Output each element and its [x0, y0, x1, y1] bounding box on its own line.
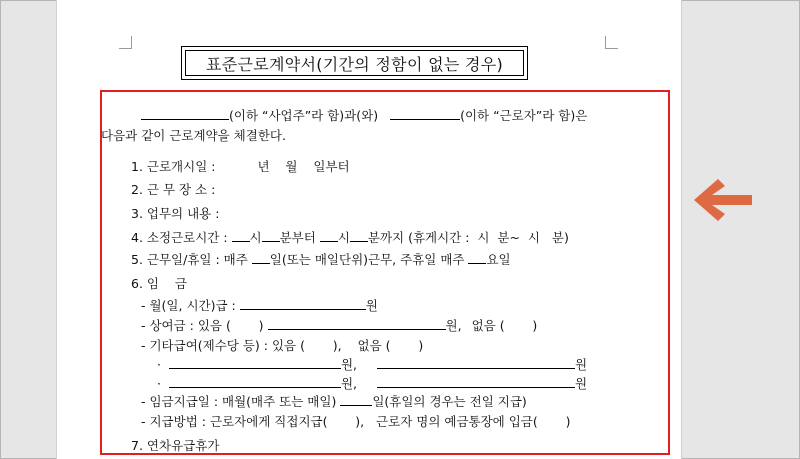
item-annual-leave: 7. 연차유급휴가 — [131, 438, 220, 453]
allowance-row-1: · 원, 원 — [157, 357, 588, 372]
pay-day: - 임금지급일 : 매월(매주 또는 매일) 일(휴일의 경우는 전일 지급) — [141, 394, 527, 409]
intro-line-1: (이하 “사업주”라 함)과(와) (이하 “근로자”라 함)은 — [141, 106, 587, 124]
pay-method: - 지급방법 : 근로자에게 직접지급( ), 근로자 명의 예금통장에 입금( ) — [141, 414, 571, 429]
item-wage-heading: 6. 임 금 — [131, 276, 187, 291]
left-arrow-icon — [694, 177, 752, 223]
item-workplace: 2. 근 무 장 소 : — [131, 182, 216, 197]
crop-mark-top-right — [605, 36, 618, 49]
item-start-date: 1. 근로개시일 : 년 월 일부터 — [131, 159, 350, 174]
highlight-box — [100, 90, 670, 455]
wage-monthly: - 월(일, 시간)급 : 원 — [141, 298, 378, 313]
wage-other-allowances: - 기타급여(제수당 등) : 있음 ( ), 없음 ( ) — [141, 338, 424, 353]
crop-mark-top-left — [119, 36, 132, 49]
item-working-hours: 4. 소정근로시간 : 시 분부터 시 분까지 (휴게시간 : 시 분~ 시 분) — [131, 230, 569, 245]
item-workdays: 5. 근무일/휴일 : 매주 일(또는 매일단위)근무, 주휴일 매주 요일 — [131, 252, 511, 267]
item-work-content: 3. 업무의 내용 : — [131, 206, 220, 221]
document-page — [56, 0, 682, 459]
intro-line-2: 다음과 같이 근로계약을 체결한다. — [101, 128, 286, 143]
wage-bonus: - 상여금 : 있음 ( ) 원, 없음 ( ) — [141, 318, 538, 333]
document-title-box — [181, 46, 528, 80]
document-title: 표준근로계약서(기간의 정함이 없는 경우) — [185, 50, 524, 76]
allowance-row-2: · 원, 원 — [157, 376, 588, 391]
